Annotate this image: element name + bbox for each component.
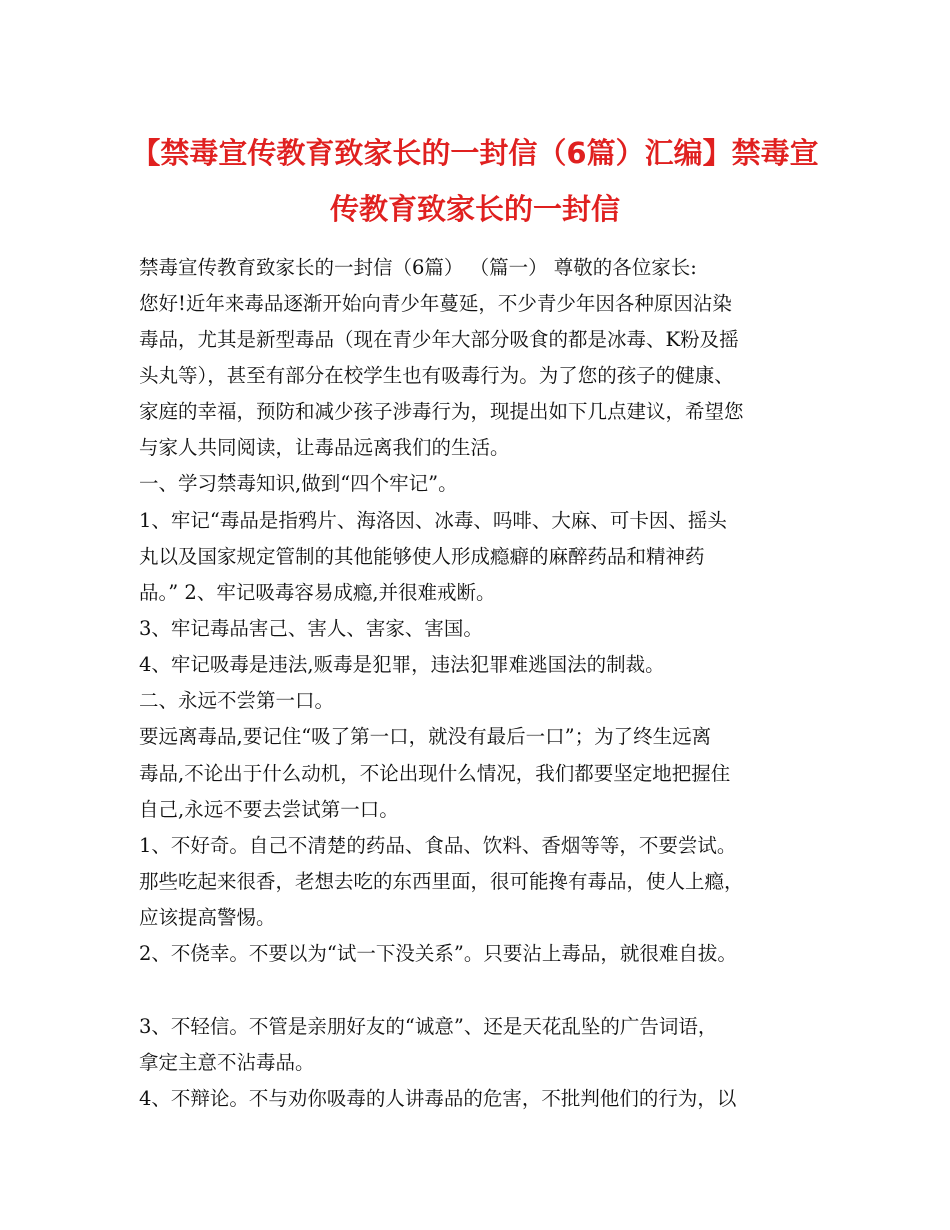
- body-line: 应该提高警惕。: [139, 906, 276, 929]
- body-line: 品。” 2、牢记吸毒容易成瘾,并很难戒断。: [139, 581, 496, 604]
- body-line: 毒品,不论出于什么动机，不论出现什么情况，我们都要坚定地把握住: [139, 762, 731, 785]
- title-line-1: 【禁毒宣传教育致家长的一封信（6篇）汇编】禁毒宣: [131, 136, 819, 170]
- body-line: 一、学习禁毒知识,做到“四个牢记”。: [139, 472, 458, 495]
- body-line: 与家人共同阅读，让毒品远离我们的生活。: [139, 436, 510, 459]
- body-line: 要远离毒品,要记住“吸了第一口，就没有最后一口”；为了终生远离: [139, 725, 712, 748]
- document-title: [100, 125, 850, 237]
- body-line: 4、牢记吸毒是违法,贩毒是犯罪，违法犯罪难逃国法的制裁。: [139, 653, 665, 676]
- body-line: 禁毒宣传教育致家长的一封信（6篇） （篇一） 尊敬的各位家长:: [139, 256, 697, 279]
- title-line-2: 传教育致家长的一封信: [329, 192, 620, 226]
- body-line: 您好!近年来毒品逐渐开始向青少年蔓延，不少青少年因各种原因沾染: [139, 292, 732, 315]
- body-line: 头丸等），甚至有部分在校学生也有吸毒行为。为了您的孩子的健康、: [139, 364, 734, 387]
- body-line: 那些吃起来很香，老想去吃的东西里面，很可能搀有毒品，使人上瘾，: [139, 870, 744, 893]
- body-line: 二、永远不尝第一口。: [139, 689, 335, 712]
- body-line: 毒品，尤其是新型毒品（现在青少年大部分吸食的都是冰毒、K粉及摇: [139, 328, 739, 351]
- body-line: 2、不侥幸。不要以为“试一下没关系”。只要沾上毒品，就很难自拔。: [139, 942, 737, 965]
- body-line: 3、不轻信。不管是亲朋好友的“诚意”、还是天花乱坠的广告词语，: [139, 1015, 718, 1038]
- body-line: 拿定主意不沾毒品。: [139, 1051, 315, 1074]
- body-line: 丸以及国家规定管制的其他能够使人形成瘾癖的麻醉药品和精神药: [139, 545, 705, 568]
- body-line: 自己,永远不要去尝试第一口。: [139, 798, 399, 821]
- body-line: 家庭的幸福，预防和减少孩子涉毒行为，现提出如下几点建议，希望您: [139, 400, 744, 423]
- body-line: 4、不辩论。不与劝你吸毒的人讲毒品的危害，不批判他们的行为，以: [139, 1087, 737, 1110]
- body-line: 1、不好奇。自己不清楚的药品、食品、饮料、香烟等等，不要尝试。: [139, 834, 737, 857]
- body-line: 1、牢记“毒品是指鸦片、海洛因、冰毒、吗啡、大麻、可卡因、摇头: [139, 509, 727, 532]
- body-line: 3、牢记毒品害己、害人、害家、害国。: [139, 617, 483, 640]
